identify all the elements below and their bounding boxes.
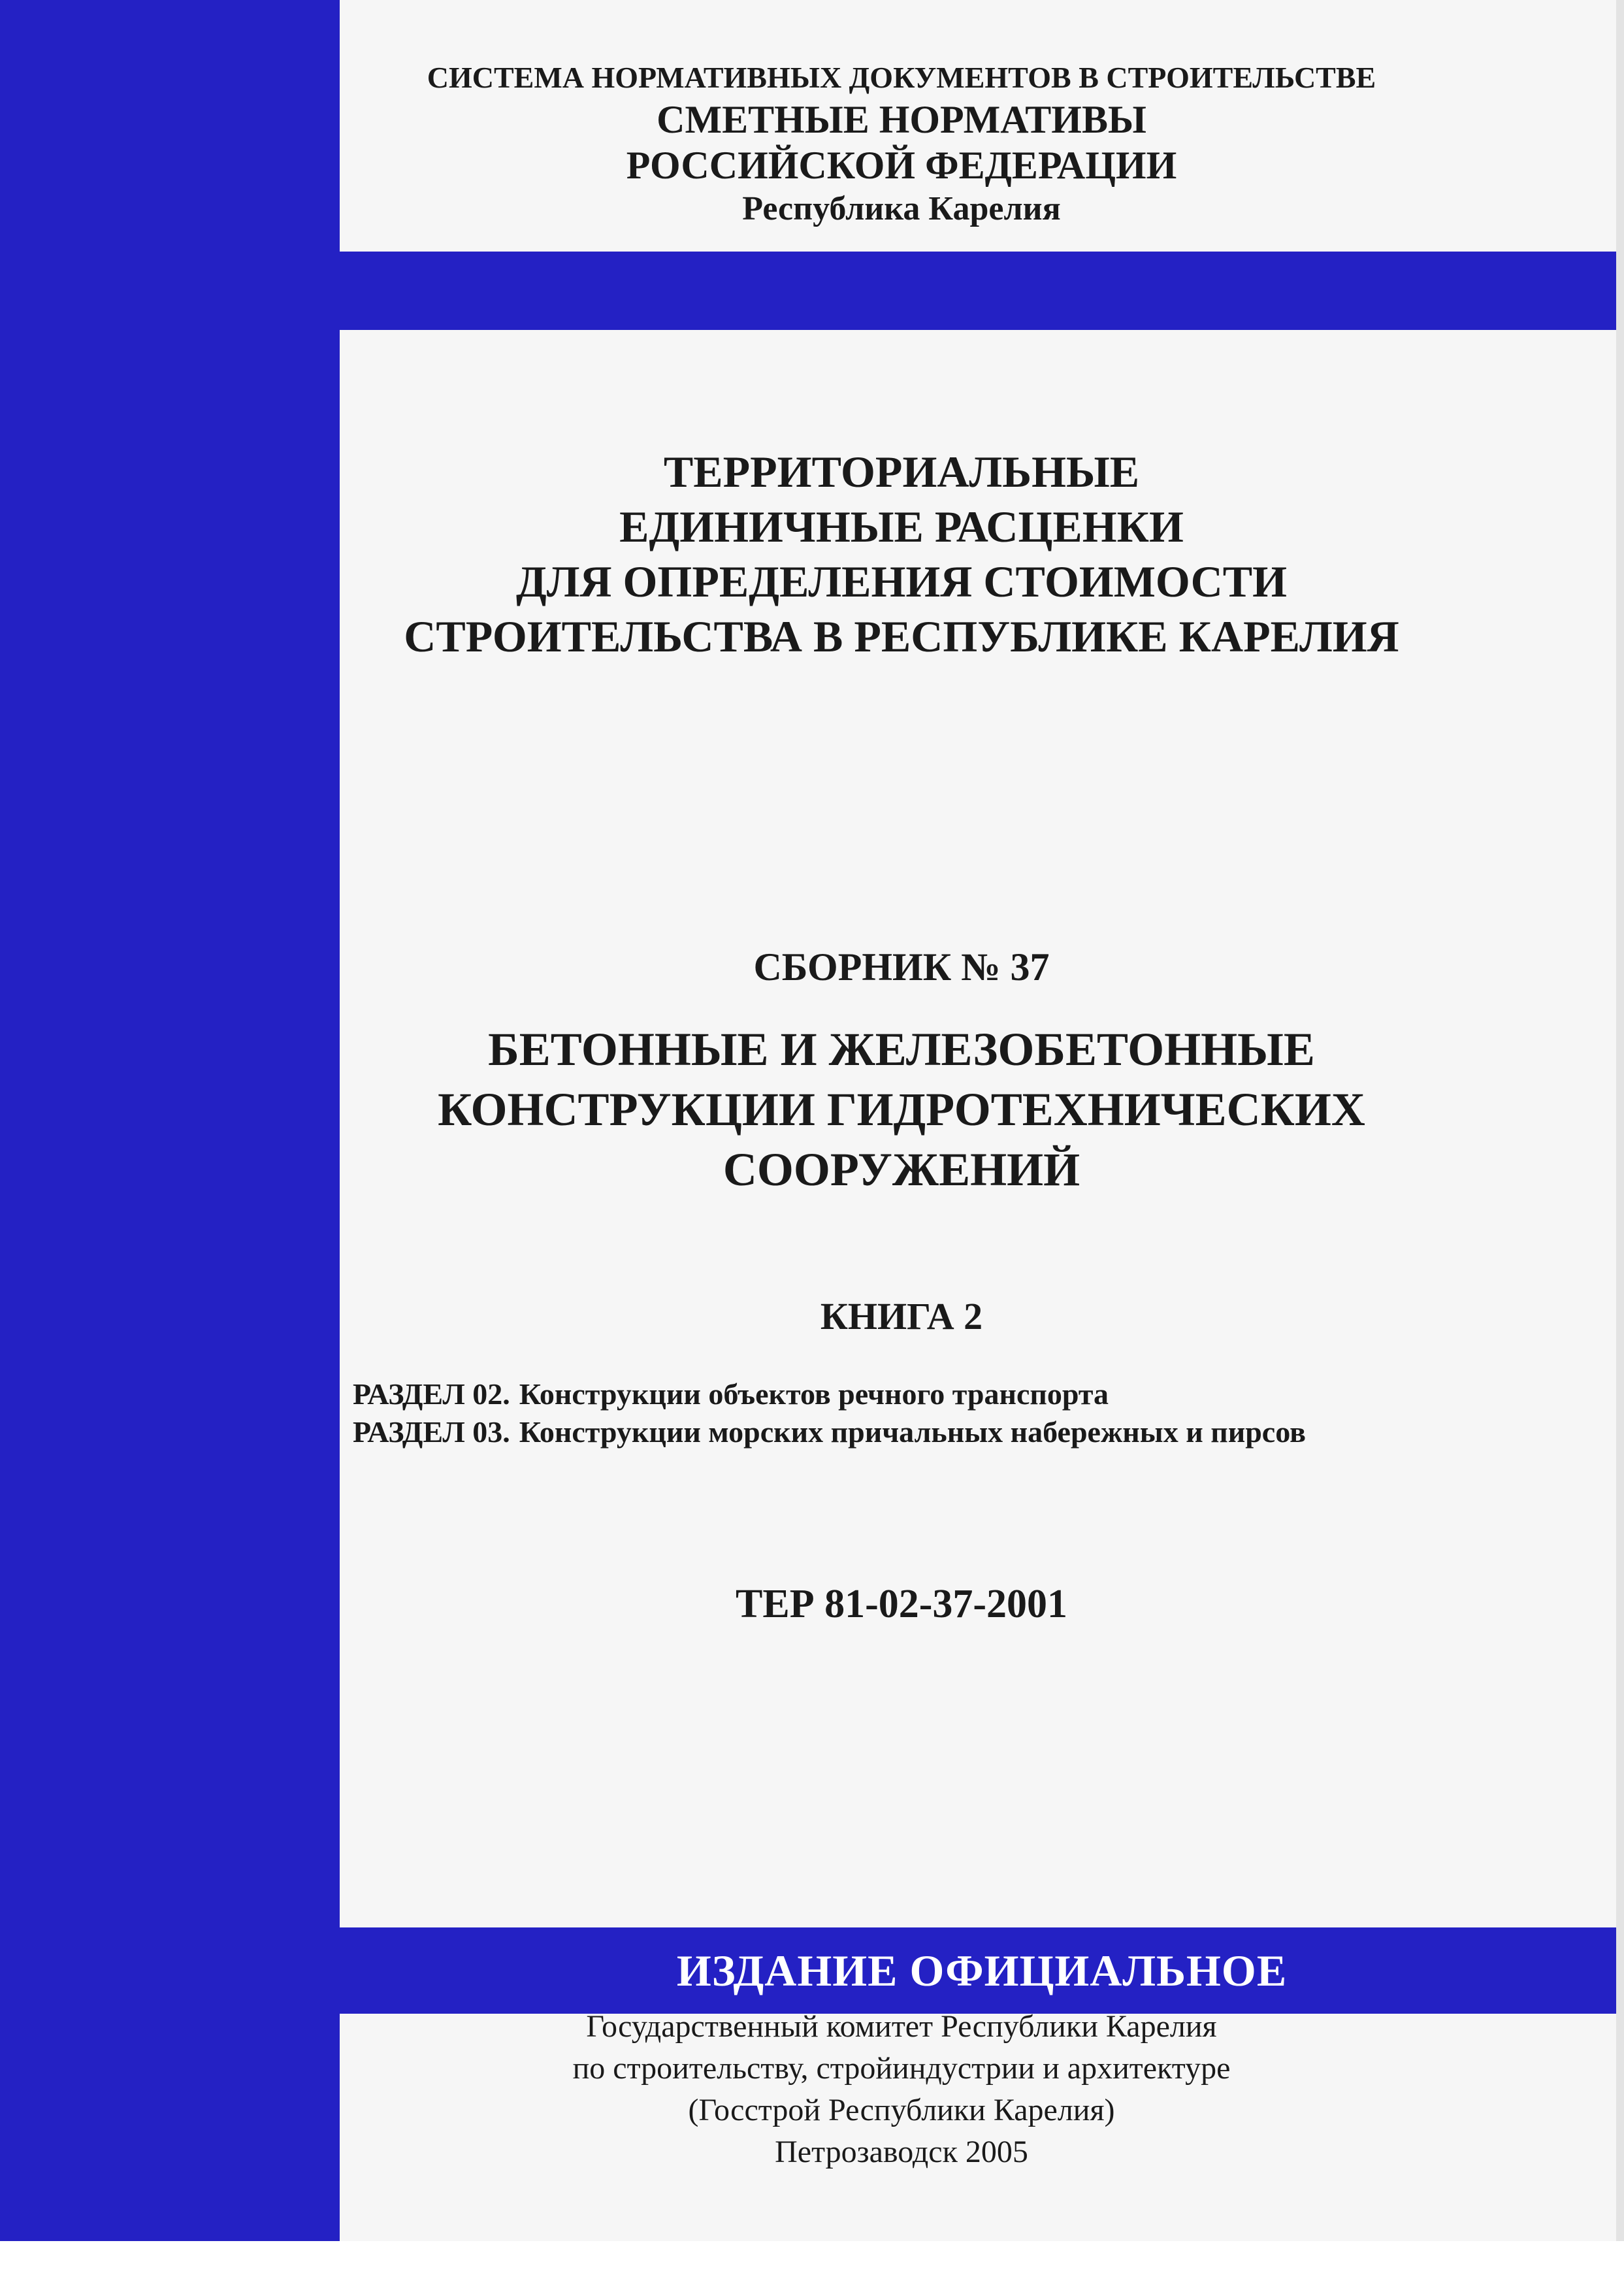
series-subtitle: СМЕТНЫЕ НОРМАТИВЫ xyxy=(657,98,1146,141)
section-prefix: РАЗДЕЛ 03. xyxy=(353,1415,510,1449)
publisher-line: Государственный комитет Республики Карелия xyxy=(586,2009,1217,2044)
title-line: СТРОИТЕЛЬСТВА В РЕСПУБЛИКЕ КАРЕЛИЯ xyxy=(404,612,1399,661)
title-line: ДЛЯ ОПРЕДЕЛЕНИЯ СТОИМОСТИ xyxy=(515,557,1287,606)
series-country: РОССИЙСКОЙ ФЕДЕРАЦИИ xyxy=(626,144,1177,187)
publication-place-year: Петрозаводск 2005 xyxy=(775,2135,1028,2169)
collection-info xyxy=(340,941,1463,1200)
left-blue-stripe xyxy=(0,0,340,2241)
book-number: КНИГА 2 xyxy=(820,1295,983,1337)
section-item xyxy=(353,1413,1463,1451)
document-code: ТЕР 81-02-37-2001 xyxy=(735,1582,1068,1626)
collection-name-line: СООРУЖЕНИЙ xyxy=(723,1143,1080,1196)
collection-name-line: БЕТОННЫЕ И ЖЕЛЕЗОБЕТОННЫЕ xyxy=(488,1023,1315,1075)
section-title: Конструкции морских причальных набережных и пирсов xyxy=(519,1415,1306,1449)
publisher-info xyxy=(340,2006,1463,2173)
official-edition-label: ИЗДАНИЕ ОФИЦИАЛЬНОЕ xyxy=(676,1945,1288,1995)
section-item xyxy=(353,1375,1463,1413)
series-header xyxy=(340,59,1463,230)
sections-list xyxy=(353,1375,1463,1451)
collection-number: СБОРНИК № 37 xyxy=(753,945,1050,989)
publisher-line: по строительству, стройиндустрии и архитектуре xyxy=(572,2051,1231,2086)
series-title: СИСТЕМА НОРМАТИВНЫХ ДОКУМЕНТОВ В СТРОИТЕЛЬСТВЕ xyxy=(427,61,1376,94)
section-prefix: РАЗДЕЛ 02. xyxy=(353,1377,510,1411)
bottom-margin xyxy=(0,2241,1624,2294)
title-line: ТЕРРИТОРИАЛЬНЫЕ xyxy=(663,447,1140,497)
publisher-line: (Госстрой Республики Карелия) xyxy=(688,2093,1115,2127)
top-blue-band xyxy=(127,252,1624,330)
collection-name-line: КОНСТРУКЦИИ ГИДРОТЕХНИЧЕСКИХ xyxy=(438,1083,1365,1136)
right-page-edge xyxy=(1616,0,1624,2241)
title-line: ЕДИНИЧНЫЕ РАСЦЕНКИ xyxy=(619,502,1184,551)
series-region: Республика Карелия xyxy=(742,190,1061,227)
document-title xyxy=(340,444,1463,664)
section-title: Конструкции объектов речного транспорта xyxy=(519,1377,1109,1411)
